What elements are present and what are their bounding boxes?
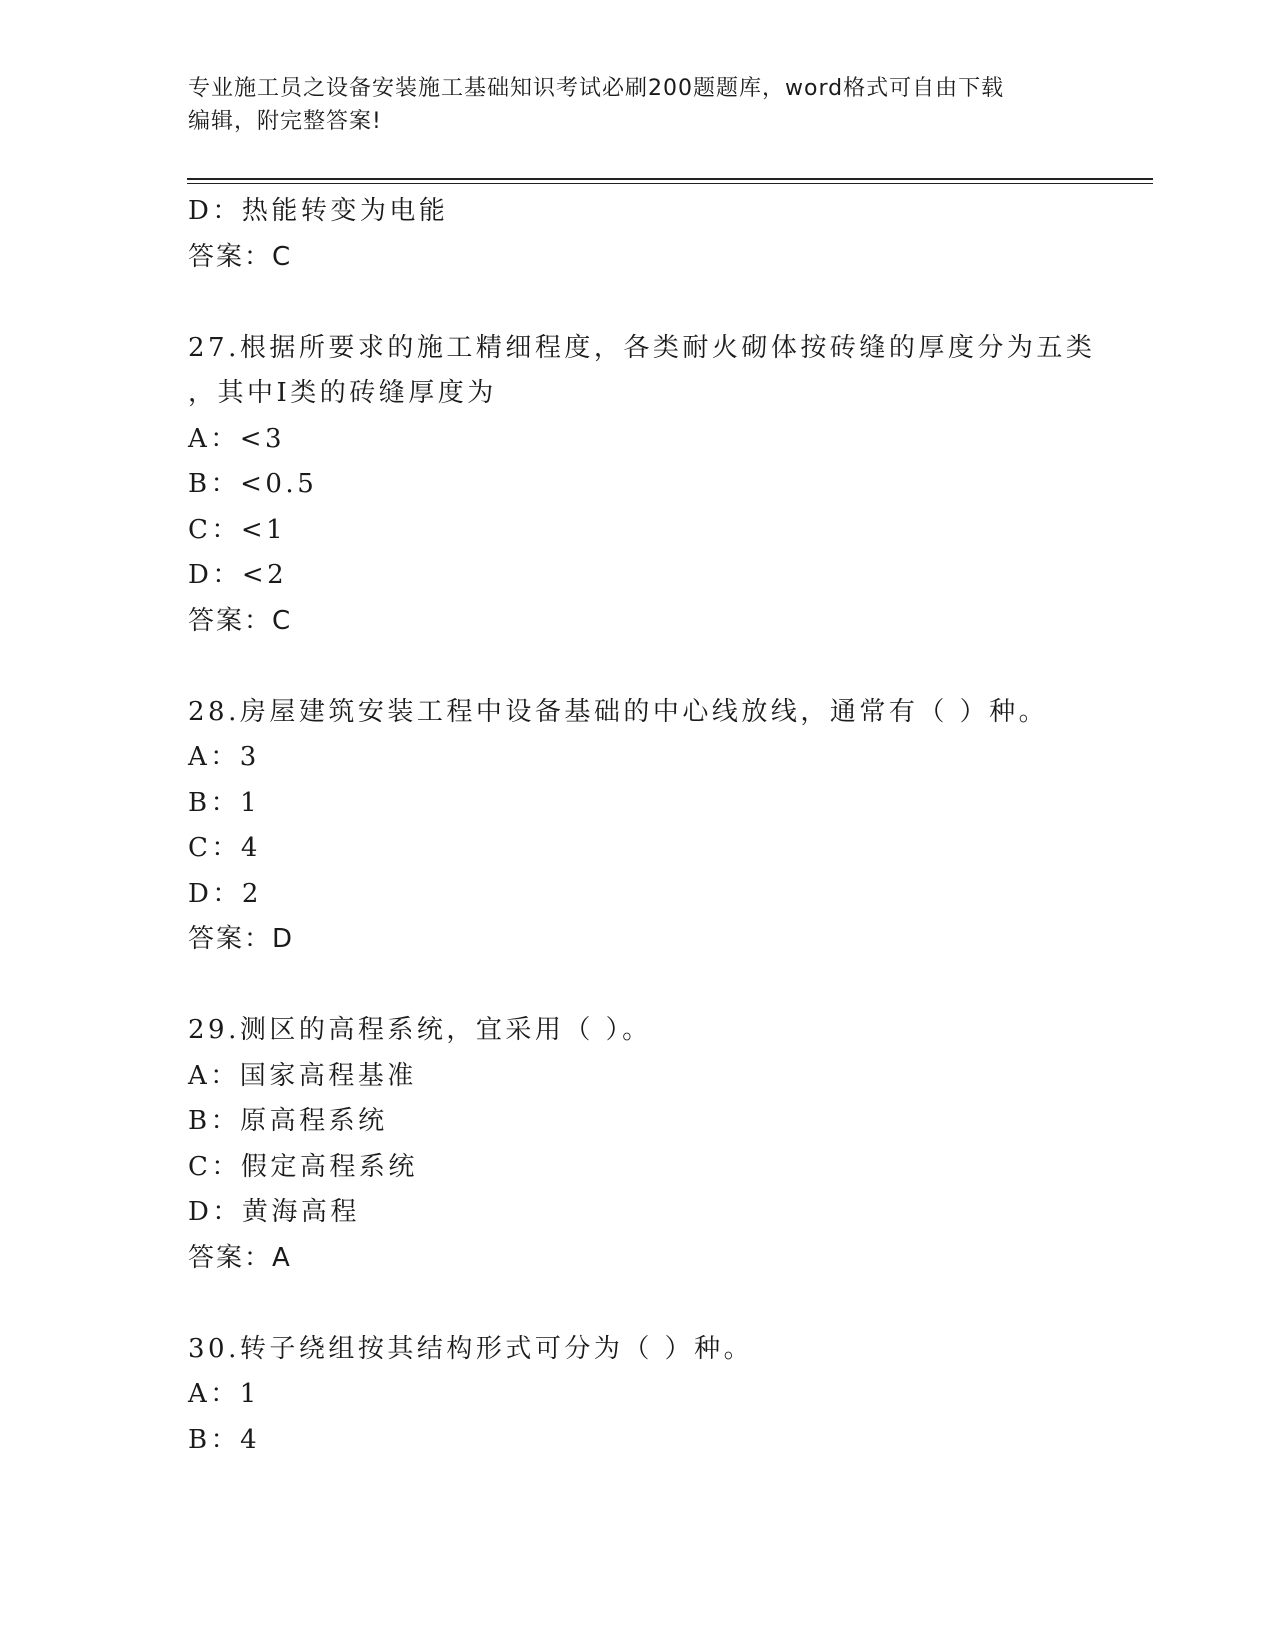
question-29: [188, 1008, 1108, 1281]
option-a: A：<3: [188, 423, 286, 454]
answer-line: 答案：C: [188, 605, 293, 636]
option-c: C：假定高程系统: [188, 1151, 418, 1182]
document-body: [188, 189, 1108, 1463]
spacer: [188, 1281, 1108, 1327]
option-d: D：2: [188, 878, 262, 909]
header-rule-thin: [187, 183, 1153, 184]
spacer: [188, 963, 1108, 1009]
option-a: A：3: [188, 742, 260, 772]
option-b: B：<0.5: [188, 469, 318, 499]
option-b: B：4: [188, 1424, 261, 1455]
answer-line: 答案：D: [188, 924, 295, 954]
question-stem: 30.转子绕组按其结构形式可分为（ ）种。: [188, 1333, 754, 1364]
option-d: D：<2: [188, 560, 288, 590]
header-title-line-2: 编辑，附完整答案!: [188, 109, 382, 134]
question-stem: 29.测区的高程系统，宜采用（ ）。: [188, 1015, 652, 1045]
option-d: D：黄海高程: [188, 1197, 360, 1227]
question-27: [188, 326, 1108, 645]
document-header: [188, 72, 1088, 138]
option-c: C：<1: [188, 514, 287, 545]
header-title-line-1: 专业施工员之设备安装施工基础知识考试必刷200题题库，word格式可自由下载: [188, 76, 1005, 101]
option-a: A：国家高程基准: [188, 1060, 417, 1091]
question-26-tail: [188, 189, 1108, 280]
option-d: D：热能转变为电能: [188, 196, 449, 226]
question-stem-continued: ，其中Ⅰ类的砖缝厚度为: [188, 378, 497, 408]
question-stem: 28.房屋建筑安装工程中设备基础的中心线放线，通常有（ ）种。: [188, 696, 1049, 727]
option-c: C：4: [188, 833, 261, 863]
answer-line: 答案：C: [188, 241, 293, 272]
spacer: [188, 644, 1108, 690]
question-30: [188, 1327, 1108, 1464]
question-28: [188, 690, 1108, 963]
spacer: [188, 280, 1108, 326]
header-rule-thick: [187, 178, 1153, 180]
question-stem: 27.根据所要求的施工精细程度，各类耐火砌体按砖缝的厚度分为五类: [188, 332, 1096, 363]
option-a: A：1: [188, 1379, 260, 1409]
option-b: B：1: [188, 787, 261, 818]
answer-line: 答案：A: [188, 1242, 292, 1273]
option-b: B：原高程系统: [188, 1106, 388, 1136]
